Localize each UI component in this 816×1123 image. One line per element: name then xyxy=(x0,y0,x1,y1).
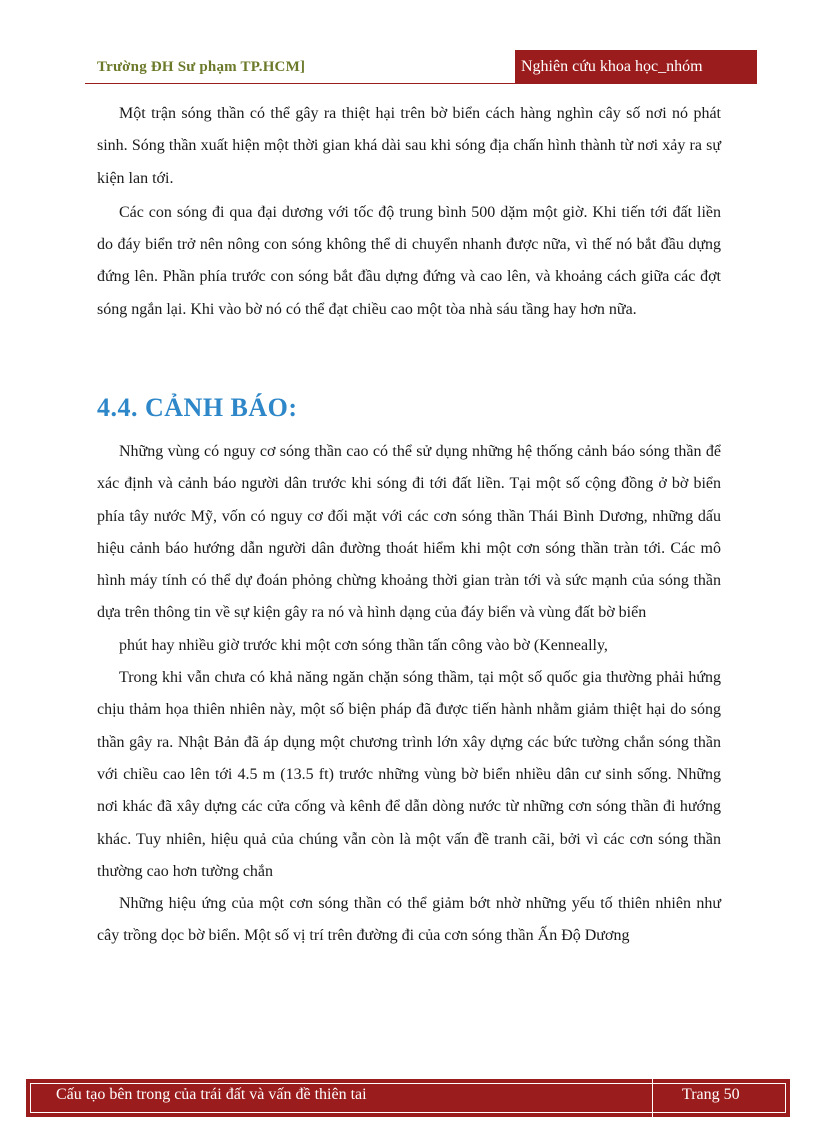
paragraph: phút hay nhiều giờ trước khi một cơn sóng thần tấn công vào bờ (Kenneally, xyxy=(119,636,608,654)
header-divider xyxy=(85,83,515,84)
paragraph: Các con sóng đi qua đại dương với tốc độ trung bình 500 dặm một giờ. Khi tiến tới đất liền do đáy biển trở nên nông con sóng không thể di chuyển nhanh được nữa, vì thế nó bắt đầu dựng đứng lên. Phần phía trước con sóng bắt đầu dựng đứng và cao lên, và khoảng cách giữa các đợt sóng ngắn lại. Khi vào bờ nó có thể đạt chiều cao một tòa nhà sáu tầng hay hơn nữa. xyxy=(97,203,721,318)
header-project-title: Nghiên cứu khoa học_nhóm xyxy=(515,50,757,84)
footer-divider xyxy=(652,1079,653,1117)
paragraph: Những hiệu ứng của một cơn sóng thần có thể giảm bớt nhờ những yếu tố thiên nhiên như cây trồng dọc bờ biển. Một số vị trí trên đường đi của cơn sóng thần Ấn Độ Dương xyxy=(97,895,721,945)
header-school-name: Trường ĐH Sư phạm TP.HCM] xyxy=(97,59,306,75)
page-number: Trang 50 xyxy=(682,1086,740,1103)
paragraph: Một trận sóng thần có thể gây ra thiệt hại trên bờ biển cách hàng nghìn cây số nơi nó phát sinh. Sóng thần xuất hiện một thời gian khá dài sau khi sóng địa chấn hình thành từ nơi xảy ra sự kiện lan tới. xyxy=(97,105,721,187)
body-text-top xyxy=(97,98,721,326)
page-footer xyxy=(26,1079,790,1117)
paragraph: Trong khi vẫn chưa có khả năng ngăn chặn sóng thầm, tại một số quốc gia thường phải hứng chịu thảm họa thiên nhiên này, một số biện pháp đã được tiến hành nhằm giảm thiệt hại do sóng thần gây ra. Nhật Bản đã áp dụng một chương trình lớn xây dựng các bức tường chắn sóng thần với chiều cao lên tới 4.5 m (13.5 ft) trước những vùng bờ biển nhiều dân cư sinh sống. Những nơi khác đã xây dựng các cửa cống và kênh để dẫn dòng nước từ những cơn sóng thần đi hướng khác. Tuy nhiên, hiệu quả của chúng vẫn còn là một vấn đề tranh cãi, bởi vì các cơn sóng thần thường cao hơn tường chắn xyxy=(97,669,721,880)
page-header xyxy=(85,50,757,84)
footer-title: Cấu tạo bên trong của trái đất và vấn đề thiên tai xyxy=(56,1086,367,1103)
body-text-bottom xyxy=(97,436,721,953)
paragraph: Những vùng có nguy cơ sóng thần cao có thể sử dụng những hệ thống cảnh báo sóng thần để xác định và cảnh báo người dân trước khi sóng đi tới đất liền. Tại một số cộng đồng ở bờ biển phía tây nước Mỹ, vốn có nguy cơ đối mặt với các cơn sóng thần Thái Bình Dương, những dấu hiệu cảnh báo hướng dẫn người dân đường thoát hiểm khi một cơn sóng thần tràn tới. Các mô hình máy tính có thể dự đoán phỏng chừng khoảng thời gian tràn tới và sức mạnh của sóng thần dựa trên thông tin về sự kiện gây ra nó và hình dạng của đáy biển và vùng đất bờ biển xyxy=(97,443,721,622)
section-heading: 4.4. CẢNH BÁO: xyxy=(97,393,298,422)
